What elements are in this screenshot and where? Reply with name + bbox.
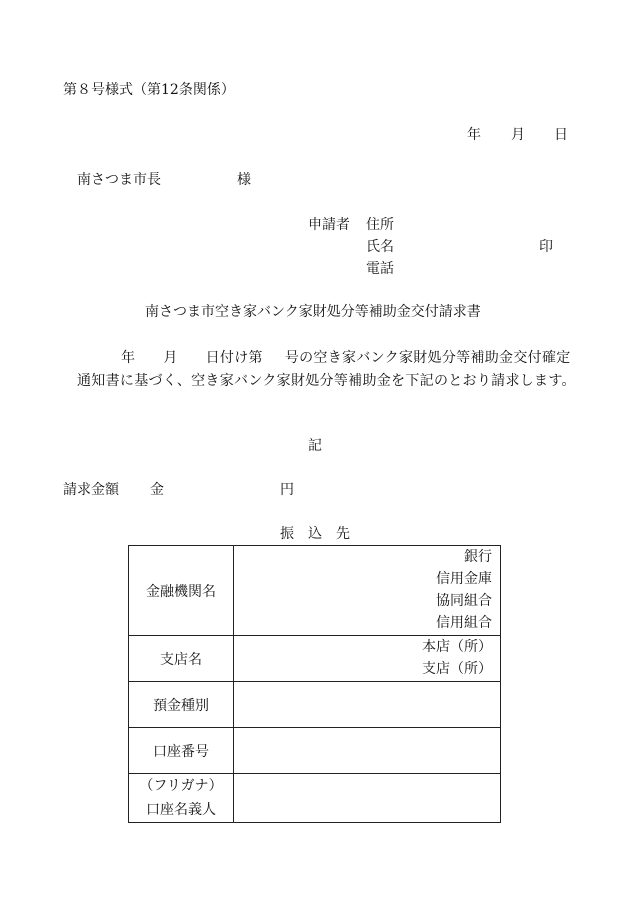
bank-type-bank: 銀行 (464, 549, 492, 565)
account-number-row (129, 728, 501, 774)
amount-prefix: 金 (150, 482, 164, 498)
branch-type-main: 本店（所） (422, 639, 492, 655)
form-number: 第８号様式（第12条関係） (63, 82, 235, 98)
bank-type-shinkumi: 信用組合 (436, 615, 492, 631)
deposit-type-field[interactable] (234, 682, 501, 728)
body-day-prefix: 日付け第 (205, 350, 263, 366)
bank-transfer-table (128, 545, 501, 823)
branch-label: 支店名 (129, 636, 234, 682)
applicant-label: 申請者 (308, 217, 350, 233)
bank-name-field[interactable] (234, 546, 501, 636)
account-holder-kana: （フリガナ） (139, 778, 223, 794)
deposit-type-label: 預金種別 (129, 682, 234, 728)
bank-name-row (129, 546, 501, 636)
body-year: 年 (121, 350, 136, 366)
bank-name-label: 金融機関名 (129, 546, 234, 636)
bank-type-kyodo: 協同組合 (436, 593, 492, 609)
amount-label: 請求金額 (63, 482, 119, 498)
body-text: 号の空き家バンク家財処分等補助金交付確定通知書に基づく、空き家バンク家財処分等補助金を下記のとおり請求します。 (77, 350, 576, 389)
deposit-type-row (129, 682, 501, 728)
bank-type-shinkin: 信用金庫 (436, 571, 492, 587)
account-holder-row (129, 774, 501, 823)
date-month: 月 (511, 127, 525, 143)
account-holder-label (129, 774, 234, 823)
addressee-honorific: 様 (237, 172, 251, 188)
account-number-label: 口座番号 (129, 728, 234, 774)
seal-mark: 印 (539, 239, 553, 255)
account-number-field[interactable] (234, 728, 501, 774)
branch-row (129, 636, 501, 682)
date-day: 日 (554, 127, 568, 143)
account-holder-text: 口座名義人 (146, 802, 216, 818)
transfer-heading: 振 込 先 (280, 526, 350, 542)
body-month: 月 (163, 350, 178, 366)
amount-unit: 円 (280, 482, 294, 498)
name-label: 氏名 (366, 239, 394, 255)
branch-type-branch: 支店（所） (422, 661, 492, 677)
ki-heading: 記 (308, 438, 322, 454)
account-holder-field[interactable] (234, 774, 501, 823)
document-title: 南さつま市空き家バンク家財処分等補助金交付請求書 (145, 304, 481, 320)
phone-label: 電話 (366, 261, 394, 277)
addressee-name: 南さつま市長 (77, 172, 161, 188)
address-label: 住所 (366, 217, 394, 233)
request-body (77, 347, 582, 393)
date-year: 年 (467, 127, 481, 143)
branch-field[interactable] (234, 636, 501, 682)
